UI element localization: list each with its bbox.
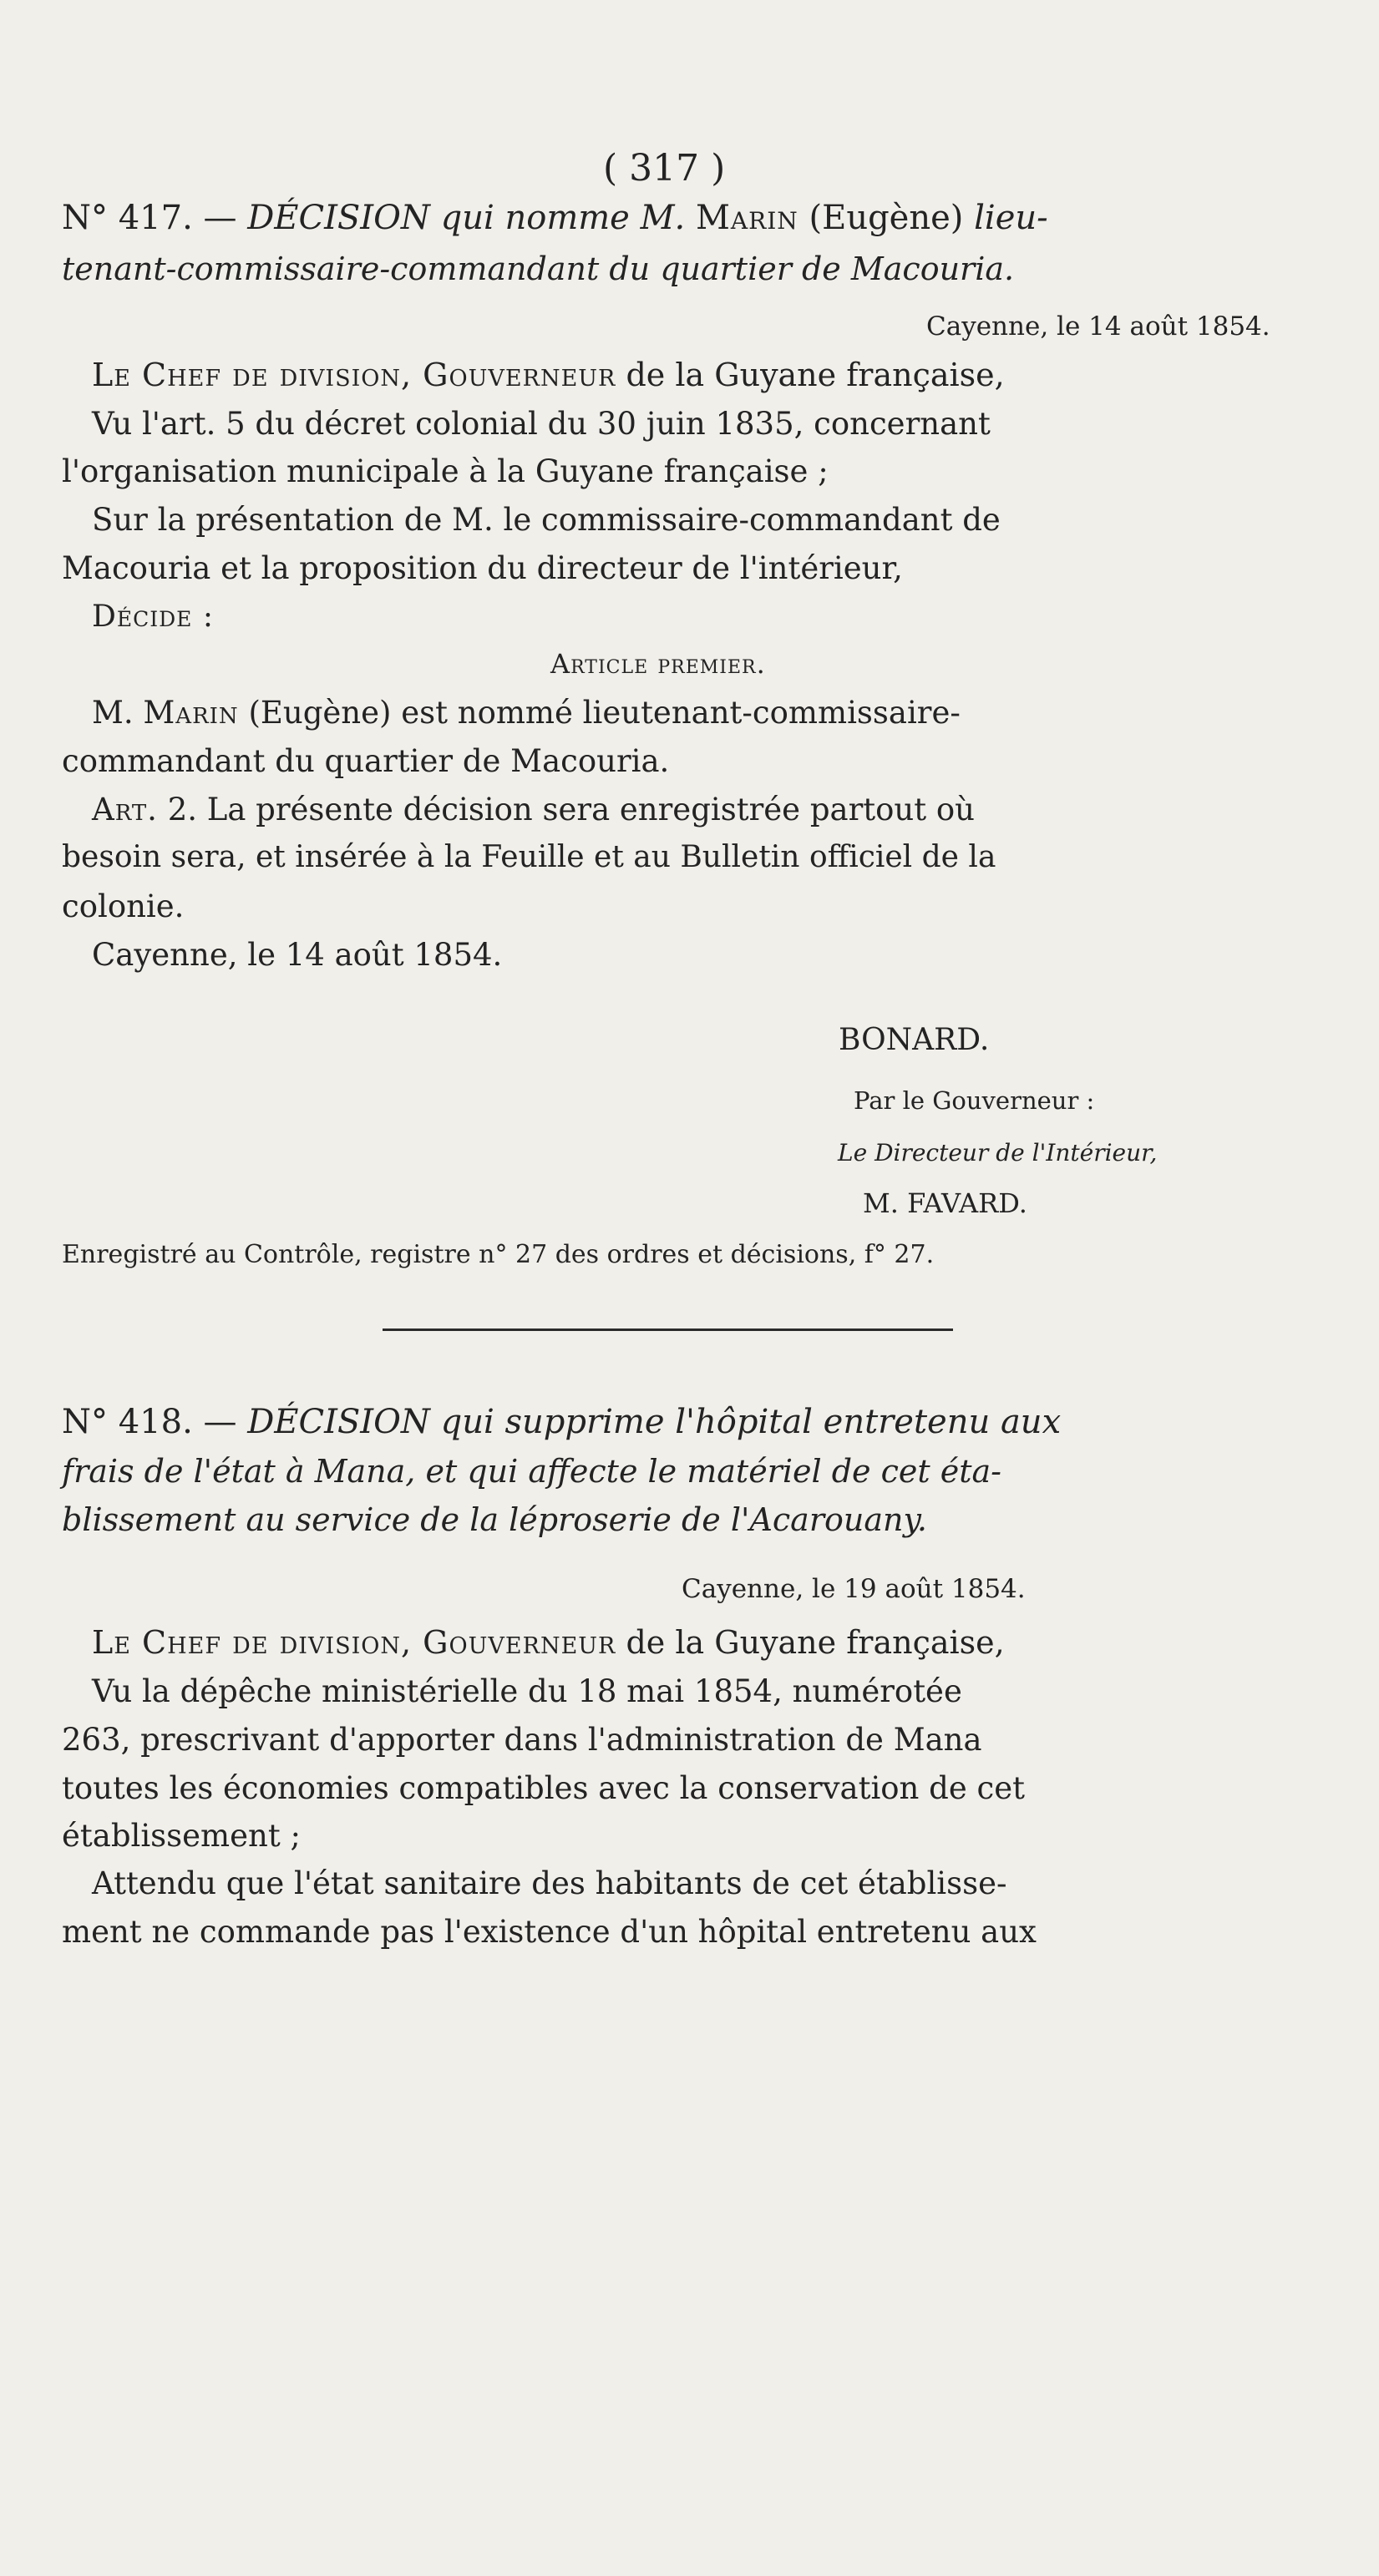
decision-418-vu-line3: toutes les économies compatibles avec la conservation de cet — [62, 1770, 1025, 1806]
decision-417-favard: M. FAVARD. — [863, 1187, 1027, 1219]
decision-417-title-line2: tenant-commissaire-commandant du quartier de Macouria. — [62, 251, 1015, 287]
decision-418-place-date: Cayenne, le 19 août 1854. — [682, 1574, 1026, 1604]
decision-417-title-rest1: qui nomme M. — [429, 199, 696, 237]
decision-417-title-line1 — [62, 199, 1048, 237]
decision-417-art1-rest: (Eugène) est nommé lieutenant-commissaire- — [238, 695, 961, 731]
decision-418-title-line1 — [62, 1403, 1061, 1441]
decision-417-art1-name: Marin — [143, 695, 239, 731]
decision-417-art2-label: Art. — [92, 792, 158, 827]
decision-418-chef-1: Le Chef de division, — [92, 1624, 423, 1661]
decision-417-number: N° 417. — [62, 199, 193, 237]
decision-417-sur-line1: Sur la présentation de M. le commissaire-commandant de — [92, 502, 1001, 538]
decision-418-title-main: DÉCISION — [247, 1403, 430, 1441]
decision-417-place-date: Cayenne, le 14 août 1854. — [926, 311, 1270, 342]
decision-417-art1-line1 — [92, 695, 961, 731]
decision-417-title-tail: lieu- — [974, 199, 1048, 237]
decision-417-chef-3: de la Guyane française, — [616, 357, 1005, 393]
decision-417-chef-2: Gouverneur — [423, 357, 616, 393]
decision-417-article-heading: Article premier. — [550, 648, 766, 680]
page-number: ( 317 ) — [603, 147, 726, 190]
decision-417-name: Marin — [695, 199, 799, 237]
decision-417-vu-line2: l'organisation municipale à la Guyane française ; — [62, 453, 829, 489]
decision-418-vu-line2: 263, prescrivant d'apporter dans l'administration de Mana — [62, 1722, 982, 1758]
decision-417-art2-line3: colonie. — [62, 888, 185, 924]
decision-417-par-le-gouverneur: Par le Gouverneur : — [854, 1086, 1095, 1115]
decision-417-closing-date: Cayenne, le 14 août 1854. — [92, 937, 503, 973]
section-divider — [383, 1328, 953, 1331]
decision-417-signature: BONARD. — [839, 1023, 990, 1057]
decision-417-chef — [92, 357, 1005, 393]
decision-417-title-rest2: (Eugène) — [798, 199, 975, 237]
decision-417-title-main: DÉCISION — [247, 199, 430, 237]
decision-417-vu-line1: Vu l'art. 5 du décret colonial du 30 juin 1835, concernant — [92, 406, 991, 442]
decision-418-title-rest: qui supprime l'hôpital entretenu aux — [429, 1403, 1062, 1441]
decision-417-art1-line2: commandant du quartier de Macouria. — [62, 743, 670, 779]
decision-418-attendu-line1: Attendu que l'état sanitaire des habitants de cet établisse- — [92, 1865, 1007, 1901]
decision-417-enregistre: Enregistré au Contrôle, registre n° 27 des ordres et décisions, f° 27. — [62, 1240, 935, 1269]
decision-417-dash: — — [192, 199, 248, 237]
decision-418-vu-line1: Vu la dépêche ministérielle du 18 mai 1854, numérotée — [92, 1673, 962, 1709]
decision-418-attendu-line2: ment ne commande pas l'existence d'un hôpital entretenu aux — [62, 1914, 1037, 1950]
decision-418-chef — [92, 1624, 1005, 1661]
decision-418-dash: — — [192, 1403, 248, 1441]
decision-417-directeur: Le Directeur de l'Intérieur, — [838, 1139, 1158, 1167]
decision-418-chef-3: de la Guyane française, — [616, 1624, 1005, 1661]
decision-417-art2-line1 — [92, 792, 975, 827]
decision-418-title-line2: frais de l'état à Mana, et qui affecte le matériel de cet éta- — [62, 1453, 1001, 1490]
decision-417-art1-m: M. — [92, 695, 144, 731]
decision-418-number: N° 418. — [62, 1403, 193, 1441]
decision-417-decide: Décide : — [92, 600, 214, 634]
decision-418-title-line3: blissement au service de la léproserie de l'Acarouany. — [62, 1501, 927, 1538]
decision-417-art2-rest: 2. La présente décision sera enregistrée partout où — [157, 792, 975, 827]
decision-417-art2-line2: besoin sera, et insérée à la Feuille et au Bulletin officiel de la — [62, 840, 996, 874]
decision-418-chef-2: Gouverneur — [423, 1624, 616, 1661]
decision-418-vu-line4: établissement ; — [62, 1818, 301, 1854]
decision-417-sur-line2: Macouria et la proposition du directeur de l'intérieur, — [62, 550, 903, 586]
decision-417-chef-1: Le Chef de division, — [92, 357, 423, 393]
